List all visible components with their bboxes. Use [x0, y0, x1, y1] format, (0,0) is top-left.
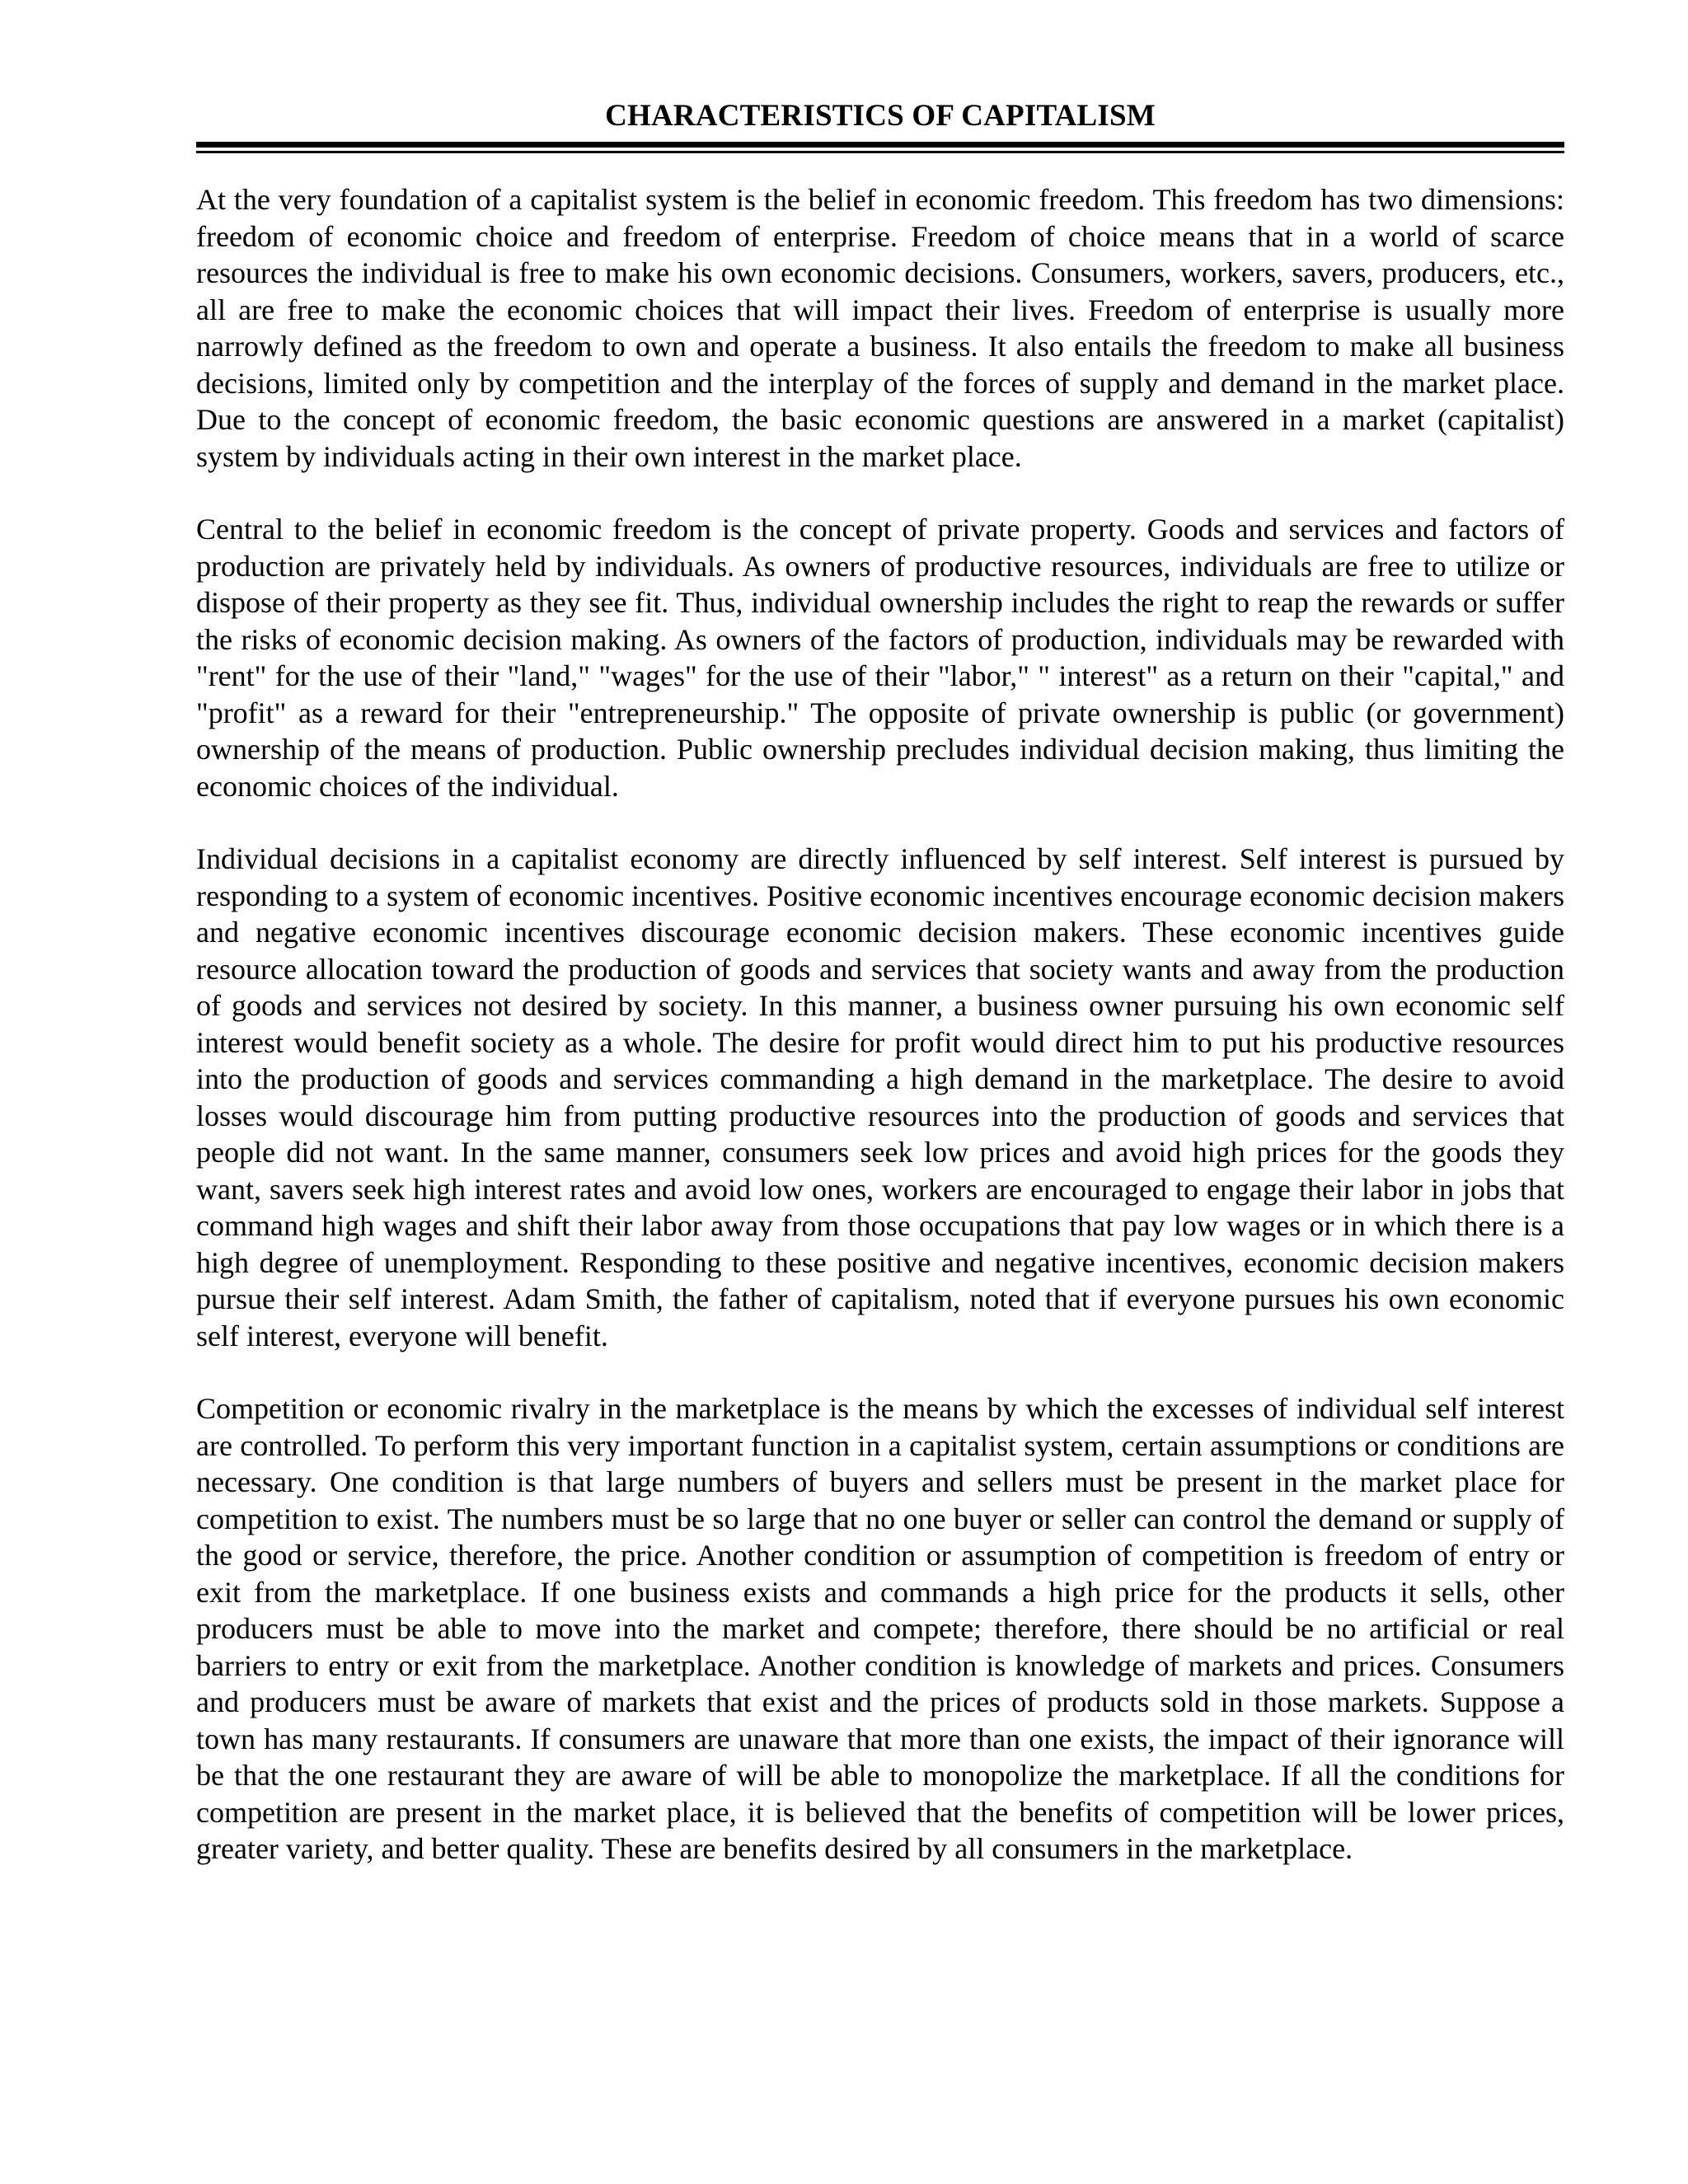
page-title: CHARACTERISTICS OF CAPITALISM: [605, 99, 1156, 133]
paragraph-private-property: Central to the belief in economic freedom is the concept of private property. Goods and services and factors of production are privately held by individuals. As owners of productive resources, individuals are free to utilize or dispose of their property as they see fit. Thus, individual ownership includes the right to reap the rewards or suffer the risks of economic decision making. As owners of the factors of production, individuals may be rewarded with "rent" for the use of their "land," "wages" for the use of their "labor," " interest" as a return on their "capital," and "profit" as a reward for their "entrepreneurship." The opposite of private ownership is public (or government) ownership of the means of production. Public ownership precludes individual decision making, thus limiting the economic choices of the individual.: [196, 513, 1564, 803]
document-page: [196, 0, 1564, 1904]
paragraph-self-interest: Individual decisions in a capitalist economy are directly influenced by self interest. Self interest is pursued by responding to a system of economic incentives. Positive economic incentives encourage economic decision makers and negative economic incentives discourage economic decision makers. These economic incentives guide resource allocation toward the production of goods and services that society wants and away from the production of goods and services not desired by society. In this manner, a business owner pursuing his own economic self interest would benefit society as a whole. The desire for profit would direct him to put his productive resources into the production of goods and services commanding a high demand in the marketplace. The desire to avoid losses would discourage him from putting productive resources into the production of goods and services that people did not want. In the same manner, consumers seek low prices and avoid high prices for the goods they want, savers seek high interest rates and avoid low ones, workers are encouraged to engage their labor in jobs that command high wages and shift their labor away from those occupations that pay low wages or in which there is a high degree of unemployment. Responding to these positive and negative incentives, economic decision makers pursue their self interest. Adam Smith, the father of capitalism, noted that if everyone pursues his own economic self interest, everyone will benefit.: [196, 842, 1564, 1352]
paragraph-economic-freedom: At the very foundation of a capitalist system is the belief in economic freedom. This freedom has two dimensions: freedom of economic choice and freedom of enterprise. Freedom of choice means that in a world of scarce resources the individual is free to make his own economic decisions. Consumers, workers, savers, producers, etc., all are free to make the economic choices that will impact their lives. Freedom of enterprise is usually more narrowly defined as the freedom to own and operate a business. It also entails the freedom to make all business decisions, limited only by competition and the interplay of the forces of supply and demand in the market place. Due to the concept of economic freedom, the basic economic questions are answered in a market (capitalist) system by individuals acting in their own interest in the market place.: [196, 183, 1564, 473]
paragraph-competition: Competition or economic rivalry in the marketplace is the means by which the excesses of individual self interest are controlled. To perform this very important function in a capitalist system, certain assumptions or conditions are necessary. One condition is that large numbers of buyers and sellers must be present in the market place for competition to exist. The numbers must be so large that no one buyer or seller can control the demand or supply of the good or service, therefore, the price. Another condition or assumption of competition is freedom of entry or exit from the marketplace. If one business exists and commands a high price for the products it sells, other producers must be able to move into the market and compete; therefore, there should be no artificial or real barriers to entry or exit from the marketplace. Another condition is knowledge of markets and prices. Consumers and producers must be aware of markets that exist and the prices of products sold in those markets. Suppose a town has many restaurants. If consumers are unaware that more than one exists, the impact of their ignorance will be that the one restaurant they are aware of will be able to monopolize the marketplace. If all the conditions for competition are present in the market place, it is believed that the benefits of competition will be lower prices, greater variety, and better quality. These are benefits desired by all consumers in the marketplace.: [196, 1392, 1564, 1865]
document-body: [196, 181, 1564, 1868]
title-divider: [196, 142, 1564, 153]
